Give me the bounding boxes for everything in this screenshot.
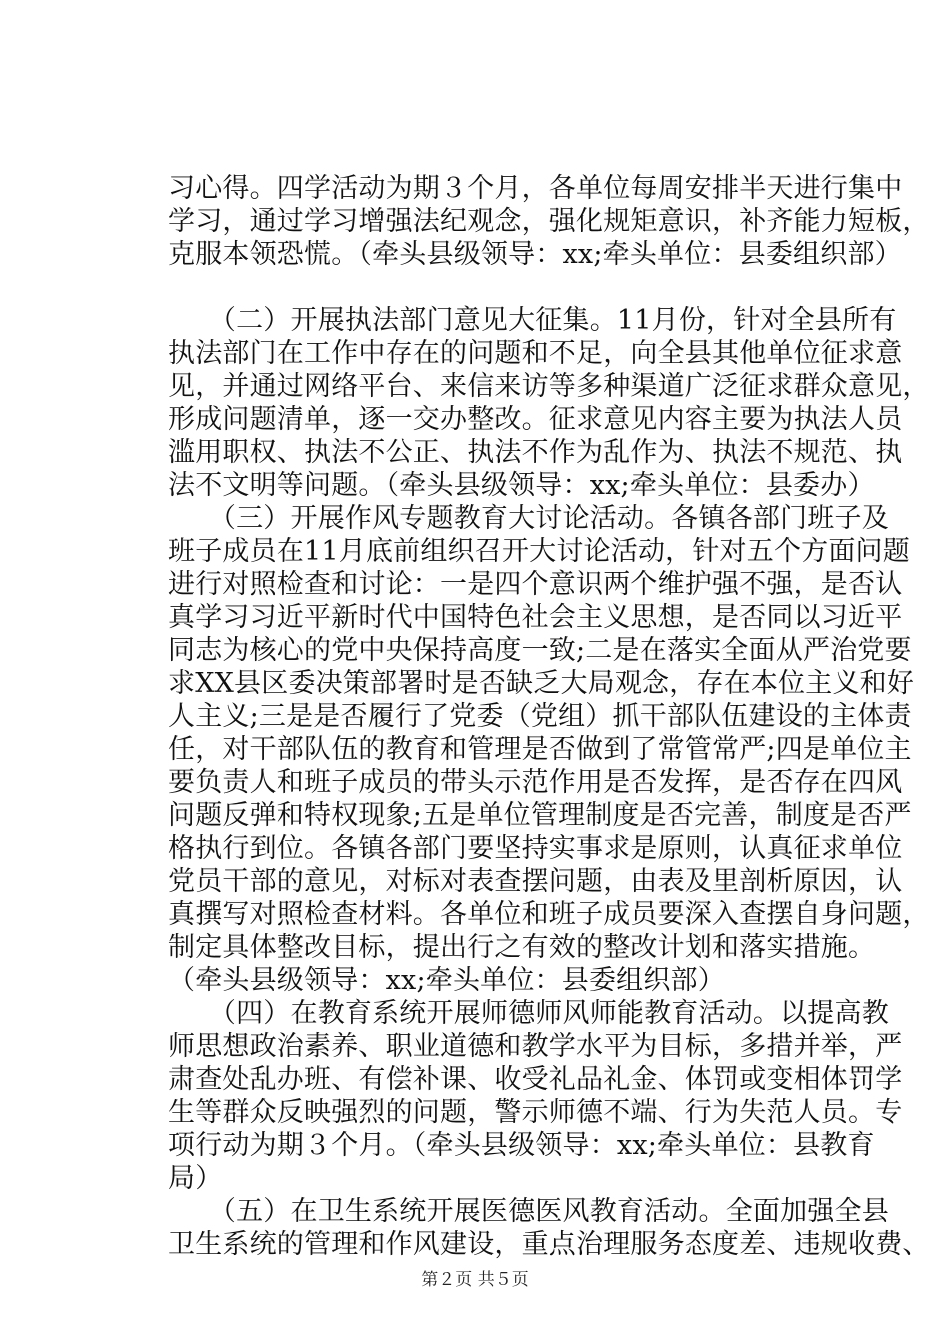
text-line: 学习，通过学习增强法纪观念，强化规矩意识，补齐能力短板， — [168, 206, 930, 237]
text-line: 师思想政治素养、职业道德和教学水平为目标，多措并举，严 — [168, 1031, 903, 1062]
text-line: （四）在教育系统开展师德师风师能教育活动。以提高教 — [168, 998, 889, 1029]
text-line: 卫生系统的管理和作风建设，重点治理服务态度差、违规收费、 — [168, 1229, 930, 1260]
text-line: 项行动为期３个月。（牵头县级领导：xx;牵头单位：县教育 — [168, 1130, 875, 1161]
text-line: （五）在卫生系统开展医德医风教育活动。全面加强全县 — [168, 1196, 889, 1227]
page-number-footer: 第２页 共５页 — [421, 1270, 529, 1290]
text-line: 生等群众反映强烈的问题，警示师德不端、行为失范人员。专 — [168, 1097, 903, 1128]
text-line: 克服本领恐慌。（牵头县级领导：xx;牵头单位：县委组织部） — [168, 239, 902, 270]
text-line: 滥用职权、执法不公正、执法不作为乱作为、执法不规范、执 — [168, 437, 903, 468]
text-line: 真学习习近平新时代中国特色社会主义思想，是否同以习近平 — [168, 602, 903, 633]
text-line: 执法部门在工作中存在的问题和不足，向全县其他单位征求意 — [168, 338, 903, 369]
text-line: 制定具体整改目标，提出行之有效的整改计划和落实措施。 — [168, 932, 876, 963]
text-line: 要负责人和班子成员的带头示范作用是否发挥，是否存在四风 — [168, 767, 903, 798]
text-line: 问题反弹和特权现象;五是单位管理制度是否完善，制度是否严 — [168, 800, 912, 831]
text-line: （牵头县级领导：xx;牵头单位：县委组织部） — [168, 965, 725, 996]
text-line: 习心得。四学活动为期３个月，各单位每周安排半天进行集中 — [168, 173, 903, 204]
text-line: 党员干部的意见，对标对表查摆问题，由表及里剖析原因，认 — [168, 866, 903, 897]
text-line: 进行对照检查和讨论：一是四个意识两个维护强不强，是否认 — [168, 569, 903, 600]
text-line: 任，对干部队伍的教育和管理是否做到了常管常严;四是单位主 — [168, 734, 912, 765]
text-line: 班子成员在11月底前组织召开大讨论活动，针对五个方面问题 — [168, 536, 910, 567]
text-line: （三）开展作风专题教育大讨论活动。各镇各部门班子及 — [168, 503, 889, 534]
text-line: 真撰写对照检查材料。各单位和班子成员要深入查摆自身问题， — [168, 899, 930, 930]
text-line: 人主义;三是是否履行了党委（党组）抓干部队伍建设的主体责 — [168, 701, 912, 732]
text-line: 同志为核心的党中央保持高度一致;二是在落实全面从严治党要 — [168, 635, 912, 666]
text-line: 见，并通过网络平台、来信来访等多种渠道广泛征求群众意见， — [168, 371, 930, 402]
text-line: 肃查处乱办班、有偿补课、收受礼品礼金、体罚或变相体罚学 — [168, 1064, 903, 1095]
text-line: 形成问题清单，逐一交办整改。征求意见内容主要为执法人员 — [168, 404, 903, 435]
text-line: （二）开展执法部门意见大征集。11月份，针对全县所有 — [168, 305, 897, 336]
text-line: 求XX县区委决策部署时是否缺乏大局观念，存在本位主义和好 — [168, 668, 915, 699]
text-line: 法不文明等问题。（牵头县级领导：xx;牵头单位：县委办） — [168, 470, 875, 501]
text-line: 局） — [168, 1163, 223, 1194]
text-line: 格执行到位。各镇各部门要坚持实事求是原则，认真征求单位 — [168, 833, 903, 864]
